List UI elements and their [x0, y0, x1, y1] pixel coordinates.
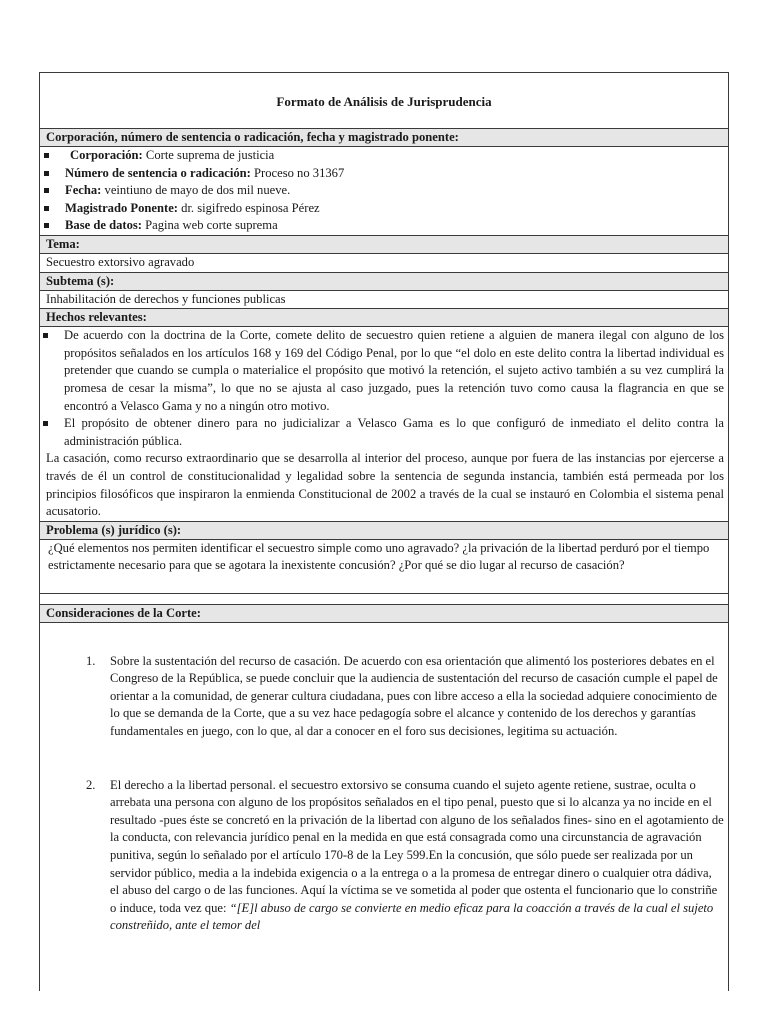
- item-text: Sobre la sustentación del recurso de casación. De acuerdo con esa orientación que alimentó los posteriores debates en el Congreso de la República, se puede concluir que la audiencia de sustentación del recurso de casación cumple el papel de orientar a la comunidad, de generar cultura ciudadana, pues con libre acceso a ella la sociedad adquiere conocimiento de lo que se demanda de la Corte, que a su vez hace pedagogía sobre el alcance y contenido de los derechos y garantías fundamentales en juego, con lo que, al dar a conocer en el foro sus decisiones, legitima su actuación.: [110, 653, 718, 739]
- hechos-header: Hechos relevantes:: [40, 309, 728, 327]
- problema-text: ¿Qué elementos nos permiten identificar el secuestro simple como uno agravado? ¿la privación de la libertad perduró por el tiempo estrictamente necesario para que se agotara la inexistente concusión? ¿Por qué se dio lugar al recurso de casación?: [40, 540, 728, 594]
- tema-header: Tema:: [40, 236, 728, 254]
- consideraciones-cell: [40, 623, 728, 935]
- subtema-header: Subtema (s):: [40, 273, 728, 291]
- list-item: Base de datos: Pagina web corte suprema: [40, 217, 724, 235]
- list-item: Fecha: veintiuno de mayo de dos mil nueve.: [40, 182, 724, 200]
- list-item: [40, 653, 728, 741]
- corporacion-header: Corporación, número de sentencia o radicación, fecha y magistrado ponente:: [40, 129, 728, 147]
- item-number: 2.: [86, 777, 96, 792]
- form-title: Formato de Análisis de Jurisprudencia: [40, 73, 728, 129]
- corporacion-list: [40, 147, 724, 235]
- hechos-list: [40, 327, 724, 450]
- problema-header: Problema (s) jurídico (s):: [40, 522, 728, 540]
- item-quote: “[E]l abuso de cargo se convierte en medio eficaz para la coacción a través de la cual el sujeto constreñido, ante el temor del: [110, 900, 714, 933]
- hechos-paragraph: La casación, como recurso extraordinario que se desarrolla al interior del proceso, aunque por fuera de las instancias por ejercerse a través de él un control de constitucionalidad y legalidad sobre la sentencia de segunda instancia, también está permeada por los principios filosóficos que inspiraron la enmienda Constitucional de 2002 a través de la cual se instauró en Colombia el sistema penal acusatorio.: [46, 451, 724, 519]
- consideraciones-header: Consideraciones de la Corte:: [40, 605, 728, 623]
- consideraciones-list: [40, 653, 728, 935]
- item-text: El derecho a la libertad personal. el secuestro extorsivo se consuma cuando el sujeto agente retiene, sustrae, oculta o arrebata una persona con alguno de los propósitos señalados en el tipo penal, puesto que si lo alcanza ya no incide en el resultado -pues éste se concretó en la privación de la libertad con alguno de los señalados fines- sino en el agotamiento de la conducta, con relevancia jurídico penal en la medida en que está consagrada como una circunstancia de agravación punitiva, según lo señalado por el artículo 170-8 de la Ley 599.En la concusión, que sólo puede ser realizada por un servidor público, media a la indebida exigencia o a la entrega o a la promesa de entregar dinero o cualquier otra dádiva, el abuso del cargo o de las funciones. Aquí la víctima se ve sometida al poder que ostenta el funcionario que lo constriñe o induce, toda vez que:: [110, 777, 724, 915]
- jurisprudence-form: [39, 72, 729, 991]
- list-item: El propósito de obtener dinero para no judicializar a Velasco Gama es lo que configuró de inmediato el delito contra la administración pública.: [40, 415, 724, 450]
- subtema-value: Inhabilitación de derechos y funciones publicas: [40, 291, 728, 310]
- item-number: 1.: [86, 653, 96, 668]
- tema-value: Secuestro extorsivo agravado: [40, 254, 728, 273]
- spacer: [40, 594, 728, 605]
- hechos-cell: [40, 327, 728, 522]
- list-item: Corporación: Corte suprema de justicia: [40, 147, 724, 165]
- list-item: [40, 777, 728, 935]
- corporacion-cell: [40, 147, 728, 236]
- list-item: De acuerdo con la doctrina de la Corte, comete delito de secuestro quien retiene a alguien de manera ilegal con alguno de los propósitos señalados en los artículos 168 y 169 del Código Penal, por lo que “el dolo en este delito contra la libertad individual es pretender que cuando se cumpla o materialice el propósito que motivó la retención, el sujeto activo también a su vez cumplirá la promesa de cesar la misma”, lo que no se ajusta al caso juzgado, pues la retención tuvo como causa la flagrancia en que se encontró a Velasco Gama y no a ningún otro motivo.: [40, 327, 724, 415]
- list-item: Número de sentencia o radicación: Proceso no 31367: [40, 165, 724, 183]
- list-item: Magistrado Ponente: dr. sigifredo espinosa Pérez: [40, 200, 724, 218]
